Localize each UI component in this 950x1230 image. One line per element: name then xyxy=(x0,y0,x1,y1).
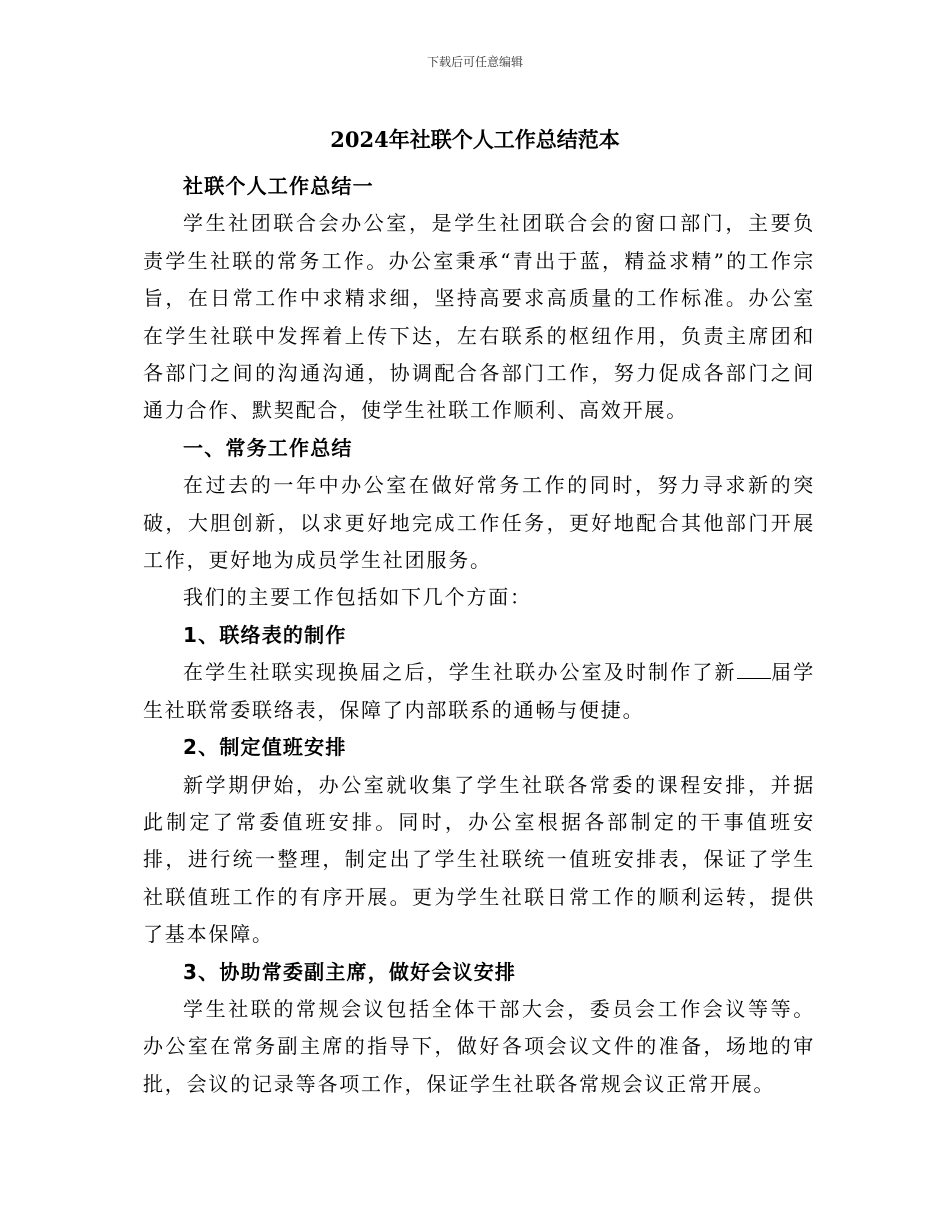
paragraph: 新学期伊始，办公室就收集了学生社联各常委的课程安排，并据此制定了常委值班安排。同时，办公室根据各部制定的干事值班安排，进行统一整理，制定出了学生社联统一值班安排表，保证了学生社联值班工作的有序开展。更为学生社联日常工作的顺利运转，提供了基本保障。 xyxy=(143,772,815,947)
subsection-heading: 2、制定值班安排 xyxy=(183,735,347,760)
document-body xyxy=(143,168,815,1103)
paragraph: 在过去的一年中办公室在做好常务工作的同时，努力寻求新的突破，大胆创新，以求更好地完成工作任务，更好地配合其他部门开展工作，更好地为成员学生社团服务。 xyxy=(143,473,815,573)
paragraph: 我们的主要工作包括如下几个方面： xyxy=(183,585,532,610)
section-heading: 社联个人工作总结一 xyxy=(183,174,374,198)
paragraph: 学生社联的常规会议包括全体干部大会，委员会工作会议等等。办公室在常务副主席的指导下，做好各项会议文件的准备，场地的审批，会议的记录等各项工作，保证学生社联各常规会议正常开展。 xyxy=(143,996,815,1096)
page-header-note: 下载后可任意编辑 xyxy=(426,55,523,69)
paragraph-text-part: 届学生社联常委联络表，保障了内部联系的通畅与便捷。 xyxy=(143,660,815,722)
paragraph-text-part: 在学生社联实现换届之后，学生社联办公室及时制作了新 xyxy=(183,660,737,685)
document-title: 2024年社联个人工作总结范本 xyxy=(330,127,620,152)
paragraph-with-blank xyxy=(143,654,815,729)
subsection-heading: 1、联络表的制作 xyxy=(183,622,347,647)
fill-in-blank xyxy=(737,660,771,679)
paragraph: 学生社团联合会办公室，是学生社团联合会的窗口部门，主要负责学生社联的常务工作。办公室秉承“青出于蓝，精益求精”的工作宗旨，在日常工作中求精求细，坚持高要求高质量的工作标准。办公室在学生社联中发挥着上传下达，左右联系的枢纽作用，负责主席团和各部门之间的沟通沟通，协调配合各部门工作，努力促成各部门之间通力合作、默契配合，使学生社联工作顺利、高效开展。 xyxy=(143,211,815,423)
section-heading: 一、常务工作总结 xyxy=(183,435,353,460)
subsection-heading: 3、协助常委副主席，做好会议安排 xyxy=(183,959,517,984)
